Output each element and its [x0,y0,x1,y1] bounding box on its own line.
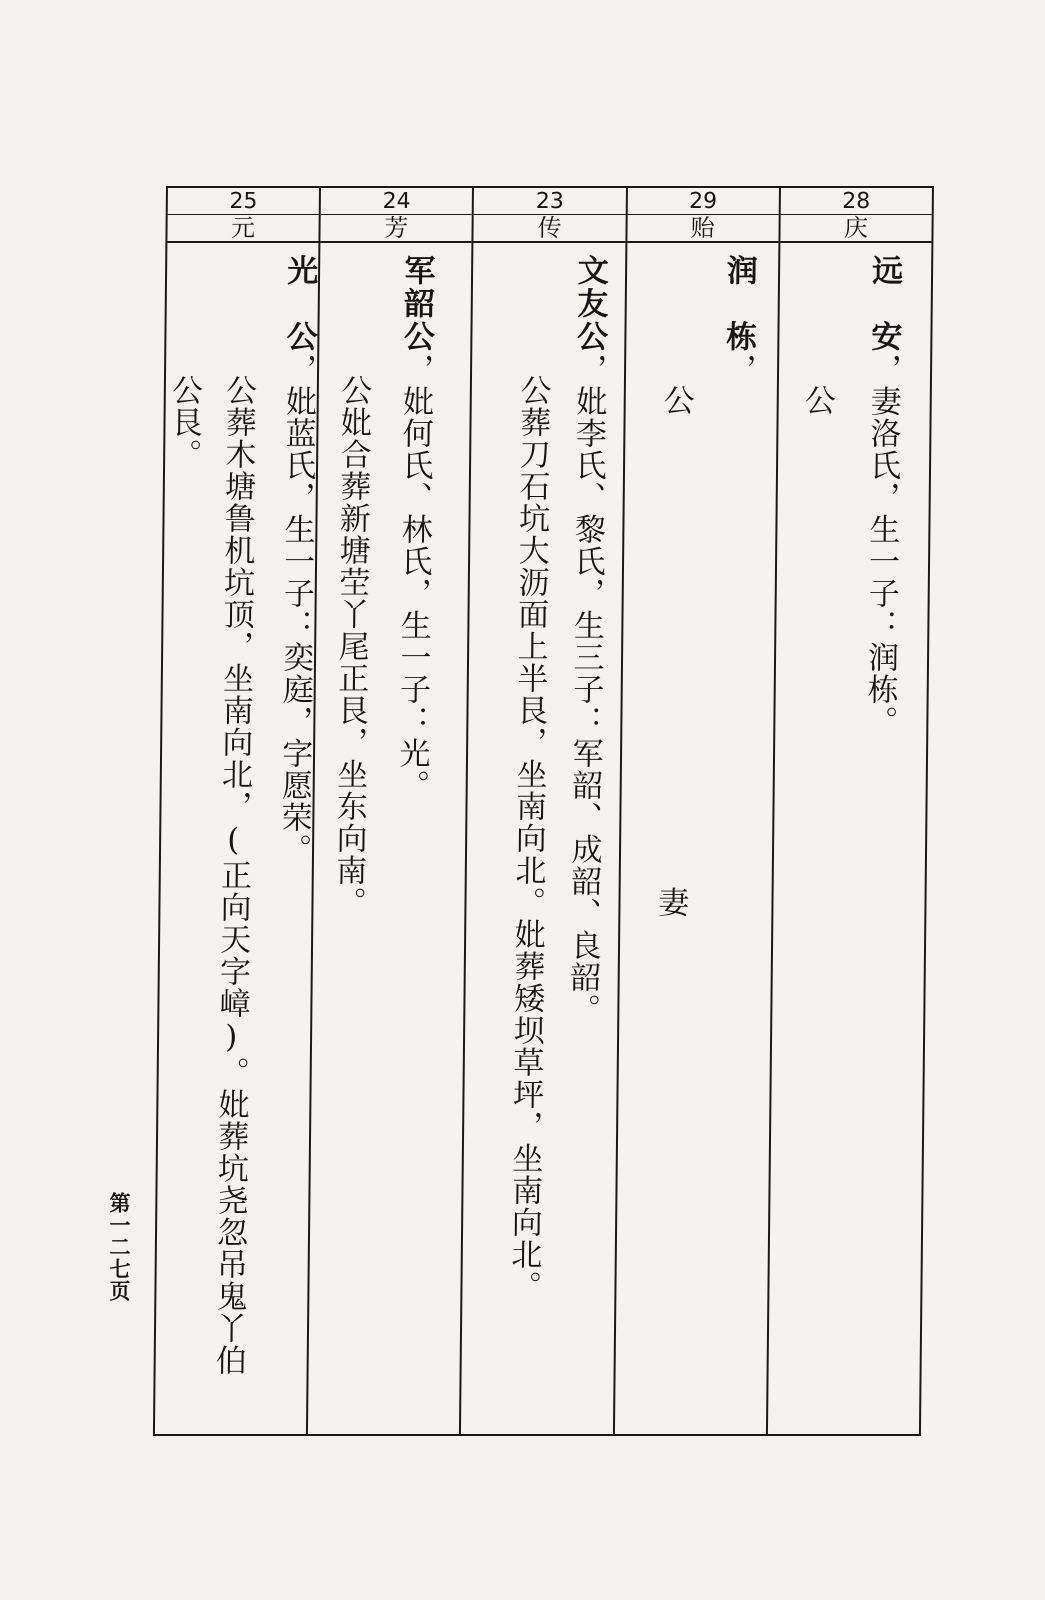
column-24 [306,188,472,1434]
column-28 [766,188,932,1434]
entry-line [563,254,608,1025]
person-name: 光 公 [280,254,318,353]
column-23 [459,188,625,1434]
column-29 [613,188,779,1434]
entry-text: ， [719,353,757,385]
page-number: 第一二七页 [107,1192,132,1302]
spouse-line-a: 公 [657,384,694,416]
column-25 [155,188,319,1434]
entry-line [861,254,903,737]
column-body [155,244,319,1434]
column-body [768,244,932,1434]
burial-line [652,384,694,918]
spouse-line-b: 妻 [652,886,689,918]
generation-character: 芳 [321,215,472,243]
column-body [615,244,779,1434]
burial-line: 公 [798,384,835,416]
generation-character: 贻 [627,215,778,243]
generation-number: 24 [321,188,472,215]
entry-text: ，妣蓝氏，生一子：奕庭，字愿荣。 [275,353,317,865]
generation-character: 传 [474,215,625,243]
person-name: 润 栋 [720,254,758,353]
genealogy-table [153,186,934,1436]
person-name: 文友公 [570,254,608,353]
burial-line: 公妣合葬新塘茔丫尾正艮，坐东向南。 [329,374,372,918]
column-body [461,244,625,1434]
blank-gap [670,416,675,886]
person-name: 远 安 [865,254,903,353]
entry-text: ，妻洛氏，生一子：润栋。 [861,353,902,737]
generation-character: 元 [167,215,318,243]
entry-text: ，妣李氏、黎氏，生三子：军韶、成韶、良韶。 [563,353,607,1025]
column-body [308,244,472,1434]
entry-line [275,254,318,865]
generation-number: 23 [474,188,625,215]
entry-line [719,254,758,385]
generation-number: 29 [627,188,778,215]
burial-line: 公葬刀石坑大沥面上半艮，坐南向北。妣葬矮坝草坪，坐南向北。 [504,374,551,1302]
entry-text: ，妣何氏、林氏，生一子：光。 [392,353,434,801]
person-name: 军韶公 [397,254,435,353]
entry-line [392,254,435,801]
generation-number: 28 [780,188,931,215]
generation-number: 25 [168,188,319,215]
burial-line-continued: 公艮。 [165,374,203,470]
burial-line: 公葬木塘鲁机坑顶，坐南向北，(正向天字嶂)。妣葬坑尧忽吊鬼丫伯 [209,374,257,1376]
generation-character: 庆 [780,215,931,243]
